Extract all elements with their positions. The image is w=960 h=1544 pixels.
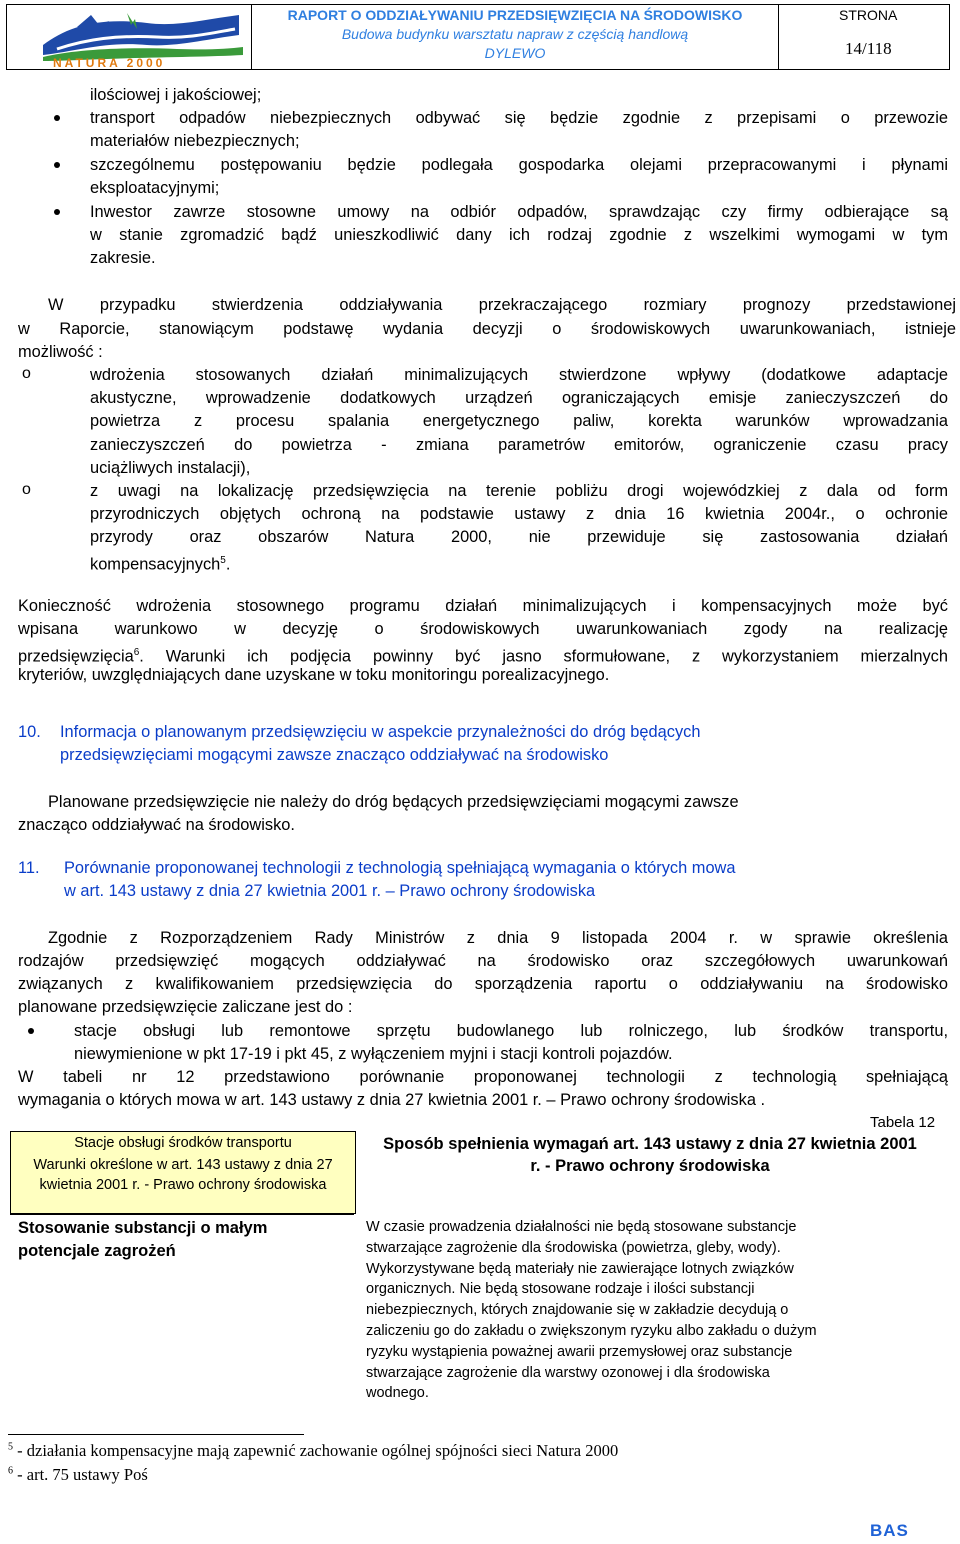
- paragraph-line: możliwość :: [18, 343, 103, 361]
- paragraph-line: znacząco oddziaływać na środowisko.: [18, 816, 295, 834]
- table-cell-line: niebezpiecznych, których znajdowanie się w zakładzie decydują o: [366, 1302, 789, 1319]
- bullet-icon: [28, 1028, 34, 1034]
- table-cell-line: stwarzające zagrożenie dla warstwy ozonowej i dla środowiska: [366, 1364, 770, 1381]
- page-indicator: [779, 5, 949, 69]
- table-right-header: Sposób spełnienia wymagań art. 143 ustawy z dnia 27 kwietnia 2001 r. - Prawo ochrony środowiska: [383, 1135, 917, 1175]
- table-cell-line: Wykorzystywane będą materiały nie zawierające lotnych związków: [366, 1260, 794, 1277]
- table-cell-line: ryzyku wystąpienia poważnej awarii przemysłowej oraz substancje: [366, 1343, 793, 1360]
- bullet-icon: [54, 209, 60, 215]
- paragraph-line: Konieczność wdrożenia stosownego programu działań minimalizujących i kompensacyjnych może być: [18, 597, 948, 615]
- option-line: wdrożenia stosowanych działań minimalizujących stwierdzone wpływy (dodatkowe adaptacje: [90, 366, 948, 384]
- list-item: szczególnemu postępowaniu będzie podlegała gospodarka olejami przepracowanymi i płynami: [90, 156, 948, 174]
- paragraph-line: Zgodnie z Rozporządzeniem Rady Ministrów z dnia 9 listopada 2004 r. w sprawie określenia: [48, 929, 948, 947]
- section-title: przedsięwzięciami mogącymi zawsze znacząco oddziaływać na środowisko: [60, 746, 609, 764]
- section-title: Porównanie proponowanej technologii z technologią spełniającą wymagania o których mowa: [64, 859, 736, 877]
- bullet-icon: [54, 115, 60, 121]
- option-line: powietrza z procesu spalania energetycznego paliw, korekta warunków wprowadzania: [90, 412, 948, 430]
- paragraph-line: przedsięwzięcia$^6$. Warunki ich podjęcia powinny być jasno sformułowane, z wykorzystaniem mierzalnych: [18, 647, 948, 666]
- option-line: przyrodniczych objętych ochroną na podstawie ustawy z dnia 16 kwietnia 2004r., o ochronie: [90, 505, 948, 523]
- footer-logo: BAS: [870, 1521, 909, 1540]
- table-caption: Tabela 12: [870, 1114, 936, 1131]
- footnote: $^6$ - art. 75 ustawy Poś: [8, 1465, 148, 1484]
- table-cell-line: organicznych. Nie będą stosowane rodzaje i ilości substancji: [366, 1281, 755, 1298]
- option-marker: o: [22, 365, 31, 382]
- section-number: 11.: [18, 859, 40, 877]
- paragraph-line: W przypadku stwierdzenia oddziaływania przekraczającego rozmiary prognozy przedstawionej: [48, 296, 956, 314]
- section-title: w art. 143 ustawy z dnia 27 kwietnia 2001 r. – Prawo ochrony środowiska: [64, 882, 596, 900]
- table-cell-line: wodnego.: [366, 1385, 429, 1402]
- footnote-ref: 6: [133, 647, 140, 658]
- footnote-ref: 5: [220, 555, 226, 566]
- section-number: 10.: [18, 723, 41, 741]
- list-item: eksploatacyjnymi;: [90, 179, 220, 197]
- svg-text:NATURA 2000: NATURA 2000: [53, 56, 166, 69]
- project-subtitle: Budowa budynku warsztatu napraw z częścią handlową: [341, 26, 689, 42]
- option-marker: o: [22, 481, 31, 498]
- paragraph-line: w Raporcie, stanowiącym podstawę wydania decyzji o środowiskowych uwarunkowaniach, istnieje: [18, 320, 956, 338]
- bullet-icon: [54, 162, 60, 168]
- paragraph-line: wymagania o których mowa w art. 143 ustawy z dnia 27 kwietnia 2001 r. – Prawo ochrony środowiska .: [18, 1091, 766, 1109]
- page-label: STRONA: [839, 7, 898, 23]
- paragraph-line: związanych z kwalifikowaniem przedsięwzięcia do sporządzenia raportu o oddziaływaniu na środowisko: [18, 975, 948, 993]
- option-line: akustyczne, wprowadzenie dodatkowych urządzeń ograniczających emisje zanieczyszczeń do: [90, 389, 948, 407]
- footnote-separator: [8, 1434, 304, 1435]
- list-item: niewymienione w pkt 17-19 i pkt 45, z wyłączeniem myjni i stacji kontroli pojazdów.: [74, 1045, 673, 1063]
- option-line: kompensacyjnych$^5$.: [90, 555, 231, 574]
- paragraph-line: W tabeli nr 12 przedstawiono porównanie proponowanej technologii z technologią spełniającą: [18, 1068, 948, 1086]
- table-cell-line: stwarzające zagrożenie dla środowiska (powietrza, gleby, wody).: [366, 1239, 781, 1256]
- list-item: transport odpadów niebezpiecznych odbywać się będzie zgodnie z przepisami o przewozie: [90, 109, 948, 127]
- list-item: w stanie zgromadzić bądź unieszkodliwić dany ich rodzaj zgodnie z wszelkimi wymogami w tym: [90, 226, 948, 244]
- page-number: 14/118: [845, 39, 892, 58]
- list-item: Inwestor zawrze stosowne umowy na odbiór odpadów, sprawdzając czy firmy odbierające są: [90, 203, 948, 221]
- table-left-subheader: Warunki określone w art. 143 ustawy z dnia 27 kwietnia 2001 r. - Prawo ochrony środowiska: [10, 1154, 356, 1214]
- section-title: Informacja o planowanym przedsięwzięciu w aspekcie przynależności do dróg będących: [60, 723, 701, 741]
- option-line: uciążliwych instalacji),: [90, 459, 251, 477]
- paragraph-line: rodzajów przedsięwzięć mogących oddziaływać na środowisko oraz szczegółowych uwarunkowań: [18, 952, 948, 970]
- natura-2000-logo: [7, 5, 252, 69]
- project-location: DYLEWO: [484, 45, 546, 61]
- paragraph-line: planowane przedsięwzięcie zaliczane jest do :: [18, 998, 353, 1016]
- table-cell-line: W czasie prowadzenia działalności nie będą stosowane substancje: [366, 1219, 797, 1235]
- option-line: z uwagi na lokalizację przedsięwzięcia na terenie pobliżu drogi wojewódzkiej z dala od form: [90, 482, 948, 500]
- paragraph-line: wpisana warunkowo w decyzję o środowiskowych uwarunkowaniach zgody na realizację: [18, 620, 948, 638]
- list-item: materiałów niebezpiecznych;: [90, 132, 300, 150]
- list-item: ilościowej i jakościowej;: [90, 86, 262, 104]
- table-divider: [10, 1213, 354, 1215]
- option-line: zanieczyszczeń do powietrza - zmiana parametrów emitorów, ograniczenie czasu pracy: [90, 436, 948, 454]
- footnote: $^5$ - działania kompensacyjne mają zapewnić zachowanie ogólnej spójności sieci Natura 2000: [8, 1441, 619, 1460]
- list-item: zakresie.: [90, 249, 156, 267]
- paragraph-line: Planowane przedsięwzięcie nie należy do dróg będących przedsięwzięciami mogącymi zawsze: [48, 793, 739, 811]
- report-title: RAPORT O ODDZIAŁYWANIU PRZEDSIĘWZIĘCIA NA ŚRODOWISKO: [287, 7, 743, 23]
- paragraph-line: kryteriów, uwzględniających dane uzyskane w toku monitoringu porealizacyjnego.: [18, 666, 610, 684]
- page-header: [6, 4, 950, 70]
- option-line: przyrody oraz obszarów Natura 2000, nie przewiduje się zastosowania działań: [90, 528, 948, 546]
- table-cell-line: zaliczeniu go do zakładu o zwiększonym ryzyku albo zakładu o dużym: [366, 1322, 817, 1339]
- table-row-text: [366, 1217, 936, 1404]
- table-left-header: Stacje obsługi środków transportu: [10, 1131, 356, 1155]
- list-item: stacje obsługi lub remontowe sprzętu budowlanego lub rolniczego, lub środków transportu,: [74, 1022, 948, 1040]
- header-title-block: [252, 5, 779, 70]
- table-row-label: Stosowanie substancji o małym potencjale zagrożeń: [18, 1219, 268, 1260]
